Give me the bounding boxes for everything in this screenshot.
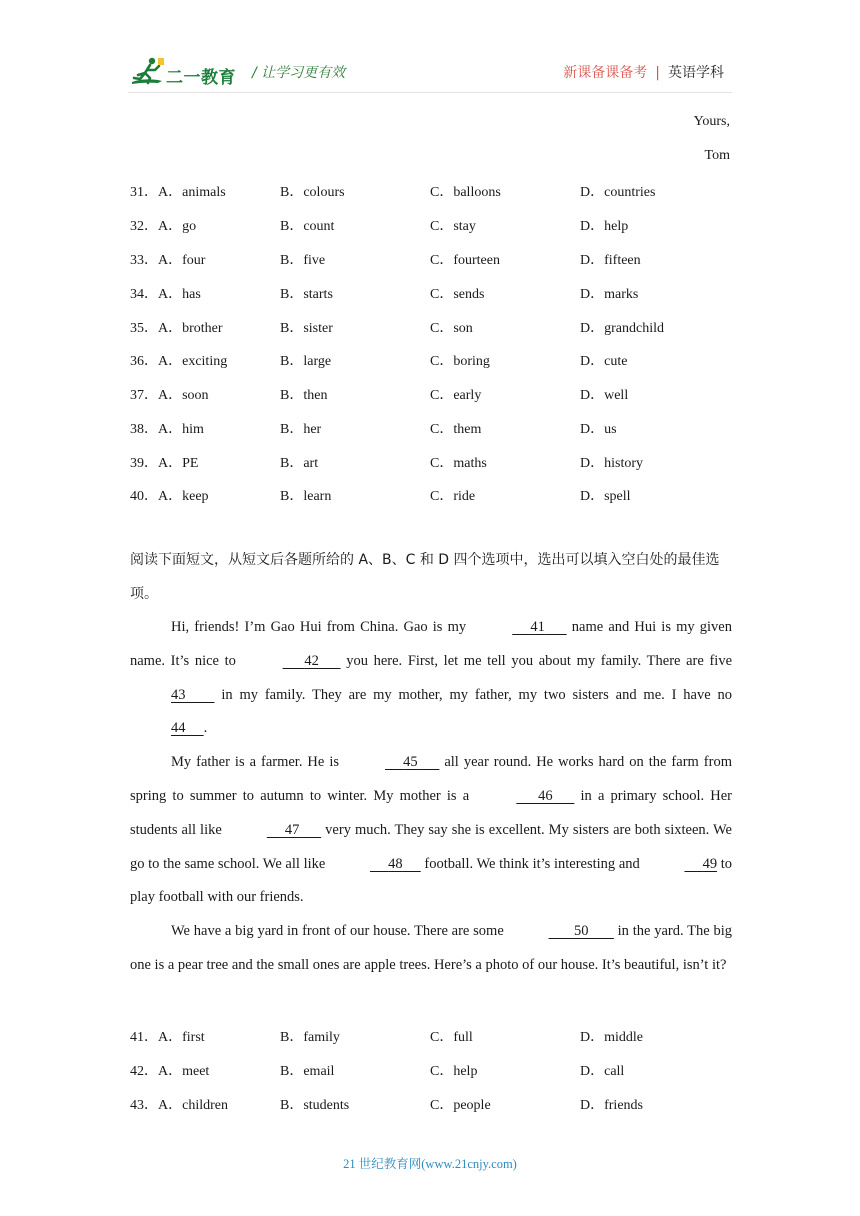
- question-row: [130, 215, 734, 235]
- option-b: B．five: [280, 253, 326, 268]
- question-row: [130, 418, 734, 438]
- option-d: D．cute: [580, 354, 628, 369]
- page-footer[interactable]: 21 世纪教育网(www.21cnjy.com): [343, 1157, 517, 1171]
- option-b: B．sister: [280, 321, 333, 336]
- option-d: D．spell: [580, 489, 631, 504]
- option-d: D．fifteen: [580, 253, 641, 268]
- question-row: [130, 384, 734, 404]
- option-c: C．boring: [430, 354, 490, 369]
- option-d: D．us: [580, 422, 617, 437]
- option-d: D．well: [580, 388, 629, 403]
- option-d: D．countries: [580, 185, 656, 200]
- option-c: C．son: [430, 321, 473, 336]
- option-c: C．early: [430, 388, 482, 403]
- question-row: [130, 249, 734, 269]
- question-row: [130, 350, 734, 370]
- passage-paragraph: My father is a farmer. He is 45 all year round. He works hard on the farm from spring to summer to autumn to winter. My mother is a 46 in a primary school. Her students all like 47 very much. They say she is excellent. My sisters are both sixteen. We go to the same school. We all like 48 football. We think it’s interesting and 49 to play football with our friends.: [130, 746, 732, 915]
- option-c: C．ride: [430, 489, 476, 504]
- option-a: 42．A．meet: [130, 1064, 210, 1079]
- option-b: B．starts: [280, 287, 333, 302]
- option-c: C．sends: [430, 287, 485, 302]
- header-subject-label: 英语学科: [668, 65, 724, 81]
- option-c: C．balloons: [430, 185, 501, 200]
- option-c: C．full: [430, 1030, 473, 1045]
- option-b: B．art: [280, 456, 319, 471]
- passage-paragraph: We have a big yard in front of our house. There are some 50 in the yard. The big one is a pear tree and the small ones are apple trees. Here’s a photo of our house. It’s beautiful, isn’t it?: [130, 915, 732, 983]
- option-b: B．learn: [280, 489, 332, 504]
- option-a: 43．A．children: [130, 1098, 228, 1113]
- question-row: [130, 452, 734, 472]
- option-a: 34．A．has: [130, 287, 201, 302]
- question-row: [130, 1026, 734, 1046]
- option-b: B．family: [280, 1030, 340, 1045]
- question-row: [130, 181, 734, 201]
- reading-passage: [130, 611, 732, 983]
- question-row: [130, 485, 734, 505]
- option-c: C．them: [430, 422, 482, 437]
- blank-42: 42: [304, 652, 319, 669]
- option-d: D．grandchild: [580, 321, 664, 336]
- section-instruction: 阅读下面短文，从短文后各题所给的 A、B、C 和 D 四个选项中，选出可以填入空白处的最佳选项。: [130, 552, 720, 602]
- option-d: D．friends: [580, 1098, 643, 1113]
- option-a: 36．A．exciting: [130, 354, 228, 369]
- option-d: D．call: [580, 1064, 625, 1079]
- question-row: [130, 1060, 734, 1080]
- page-header: [128, 52, 732, 92]
- option-a: 31．A．animals: [130, 185, 226, 200]
- passage-paragraph: Hi, friends! I’m Gao Hui from China. Gao is my 41 name and Hui is my given name. It’s nice to 42 you here. First, let me tell you about my family. There are five 43 in my family. They are my mother, my father, my two sisters and me. I have no 44 .: [130, 611, 732, 746]
- option-a: 37．A．soon: [130, 388, 209, 403]
- option-c: C．people: [430, 1098, 491, 1113]
- option-b: B．her: [280, 422, 322, 437]
- option-d: D．marks: [580, 287, 639, 302]
- blank-45: 45: [403, 754, 418, 771]
- blank-41: 41: [530, 619, 545, 635]
- question-row: [130, 283, 734, 303]
- blank-44: 44: [171, 720, 186, 737]
- option-b: B．email: [280, 1064, 335, 1079]
- slogan: / 让学习更有效: [252, 65, 346, 81]
- question-row: [130, 317, 734, 337]
- option-a: 39．A．PE: [130, 456, 199, 471]
- option-a: 33．A．four: [130, 253, 206, 268]
- header-subject: [563, 62, 724, 82]
- header-divider: [128, 92, 732, 93]
- letter-signature: Tom: [704, 148, 730, 163]
- option-c: C．fourteen: [430, 253, 500, 268]
- option-c: C．help: [430, 1064, 478, 1079]
- runner-logo-icon: [128, 56, 168, 88]
- option-a: 41．A．first: [130, 1030, 205, 1045]
- option-c: C．stay: [430, 219, 476, 234]
- blank-48: 48: [388, 855, 403, 872]
- option-d: D．help: [580, 219, 629, 234]
- blank-49: 49: [702, 855, 718, 872]
- option-a: 32．A．go: [130, 219, 197, 234]
- header-tagline: 新课备课备考: [563, 65, 648, 81]
- option-a: 35．A．brother: [130, 321, 223, 336]
- option-b: B．colours: [280, 185, 345, 200]
- option-b: B．then: [280, 388, 328, 403]
- blank-50: 50: [573, 923, 589, 940]
- logo: [128, 56, 240, 88]
- option-b: B．large: [280, 354, 332, 369]
- option-a: 40．A．keep: [130, 489, 209, 504]
- blank-43: 43: [171, 686, 186, 703]
- question-row: [130, 1094, 734, 1114]
- option-b: B．count: [280, 219, 335, 234]
- option-d: D．middle: [580, 1030, 643, 1045]
- letter-closing: Yours,: [693, 114, 730, 129]
- header-separator: |: [655, 65, 660, 81]
- option-c: C．maths: [430, 456, 487, 471]
- blank-46: 46: [538, 787, 553, 804]
- option-a: 38．A．him: [130, 422, 204, 437]
- logo-text: 二一教育: [166, 68, 236, 88]
- option-d: D．history: [580, 456, 643, 471]
- blank-47: 47: [284, 821, 300, 838]
- option-b: B．students: [280, 1098, 350, 1113]
